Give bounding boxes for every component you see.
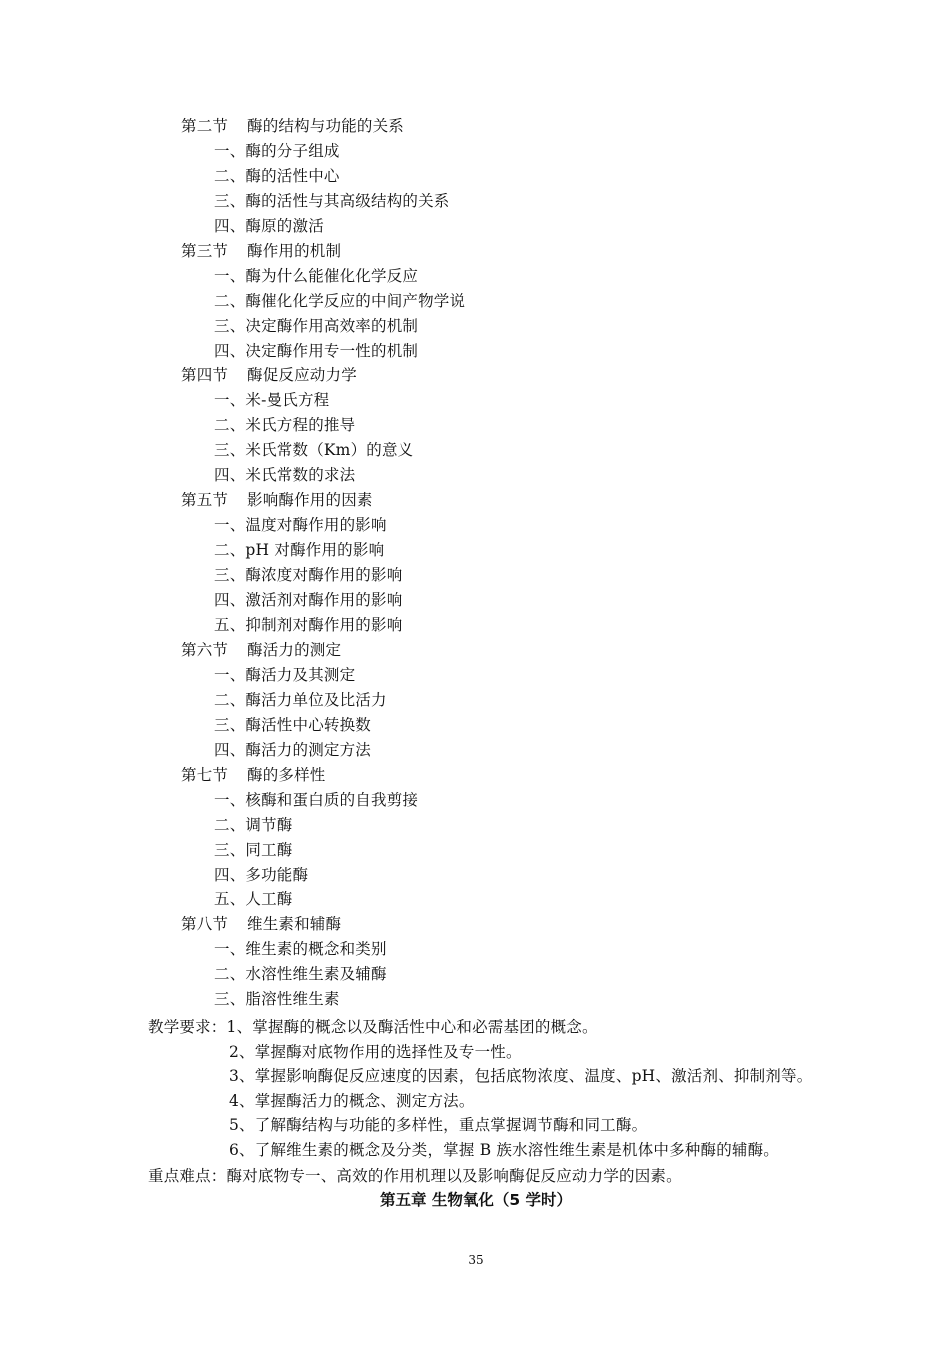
section-subitem: 二、调节酶 (214, 816, 293, 834)
section-subitem: 一、核酶和蛋白质的自我剪接 (214, 791, 419, 809)
key-points-text: 酶对底物专一、高效的作用机理以及影响酶促反应动力学的因素。 (226, 1167, 682, 1185)
section-subitem: 三、脂溶性维生素 (214, 990, 340, 1008)
key-points (148, 1166, 682, 1186)
page-number: 35 (468, 1253, 484, 1267)
section-subitem: 四、米氏常数的求法 (214, 466, 356, 484)
section-subitem: 一、温度对酶作用的影响 (214, 516, 387, 534)
section-number: 第七节 (181, 766, 229, 784)
section-subitem: 四、决定酶作用专一性的机制 (214, 342, 419, 360)
section-subitem: 三、酶浓度对酶作用的影响 (214, 566, 403, 584)
next-chapter-title: 第五章 生物氧化（5 学时） (379, 1191, 573, 1209)
section-heading (181, 116, 404, 136)
section-subitem: 一、酶活力及其测定 (214, 666, 356, 684)
section-title: 酶的结构与功能的关系 (247, 117, 405, 135)
requirement-item: 2、掌握酶对底物作用的选择性及专一性。 (229, 1043, 522, 1061)
section-subitem: 五、抑制剂对酶作用的影响 (214, 616, 403, 634)
section-subitem: 一、酶的分子组成 (214, 142, 340, 160)
section-subitem: 四、激活剂对酶作用的影响 (214, 591, 403, 609)
requirements-label: 教学要求： (148, 1018, 227, 1036)
section-subitem: 三、酶活性中心转换数 (214, 716, 372, 734)
requirement-item: 3、掌握影响酶促反应速度的因素，包括底物浓度、温度、pH、激活剂、抑制剂等。 (229, 1067, 813, 1085)
section-heading (181, 765, 326, 785)
key-points-label: 重点难点： (148, 1167, 227, 1185)
section-heading (181, 490, 373, 510)
section-subitem: 一、维生素的概念和类别 (214, 940, 387, 958)
requirement-item: 4、掌握酶活力的概念、测定方法。 (229, 1092, 475, 1110)
section-subitem: 四、酶活力的测定方法 (214, 741, 372, 759)
section-number: 第八节 (181, 915, 229, 933)
section-subitem: 二、酶催化化学反应的中间产物学说 (214, 292, 466, 310)
section-subitem: 二、pH 对酶作用的影响 (214, 541, 385, 559)
section-subitem: 二、酶活力单位及比活力 (214, 691, 387, 709)
section-subitem: 四、酶原的激活 (214, 217, 324, 235)
requirement-item: 6、了解维生素的概念及分类，掌握 B 族水溶性维生素是机体中多种酶的辅酶。 (229, 1141, 780, 1159)
section-heading (181, 241, 341, 261)
requirement-item: 5、了解酶结构与功能的多样性，重点掌握调节酶和同工酶。 (229, 1116, 648, 1134)
section-subitem: 三、决定酶作用高效率的机制 (214, 317, 419, 335)
section-subitem: 二、米氏方程的推导 (214, 416, 356, 434)
section-number: 第三节 (181, 242, 229, 260)
section-subitem: 四、多功能酶 (214, 866, 309, 884)
section-subitem: 五、人工酶 (214, 890, 293, 908)
section-subitem: 一、酶为什么能催化化学反应 (214, 267, 419, 285)
section-title: 影响酶作用的因素 (247, 491, 373, 509)
section-subitem: 二、水溶性维生素及辅酶 (214, 965, 387, 983)
section-title: 酶活力的测定 (247, 641, 342, 659)
section-number: 第二节 (181, 117, 229, 135)
section-title: 酶的多样性 (247, 766, 326, 784)
section-subitem: 二、酶的活性中心 (214, 167, 340, 185)
section-heading (181, 914, 341, 934)
section-subitem: 三、米氏常数（Km）的意义 (214, 441, 414, 459)
section-heading (181, 640, 341, 660)
section-heading (181, 365, 357, 385)
section-subitem: 一、米-曼氏方程 (214, 391, 330, 409)
section-title: 维生素和辅酶 (247, 915, 342, 933)
section-title: 酶促反应动力学 (247, 366, 357, 384)
section-number: 第五节 (181, 491, 229, 509)
requirements-first-line (148, 1017, 598, 1037)
section-subitem: 三、同工酶 (214, 841, 293, 859)
section-number: 第四节 (181, 366, 229, 384)
requirement-item: 1、掌握酶的概念以及酶活性中心和必需基团的概念。 (226, 1018, 598, 1036)
section-title: 酶作用的机制 (247, 242, 342, 260)
section-subitem: 三、酶的活性与其高级结构的关系 (214, 192, 450, 210)
section-number: 第六节 (181, 641, 229, 659)
